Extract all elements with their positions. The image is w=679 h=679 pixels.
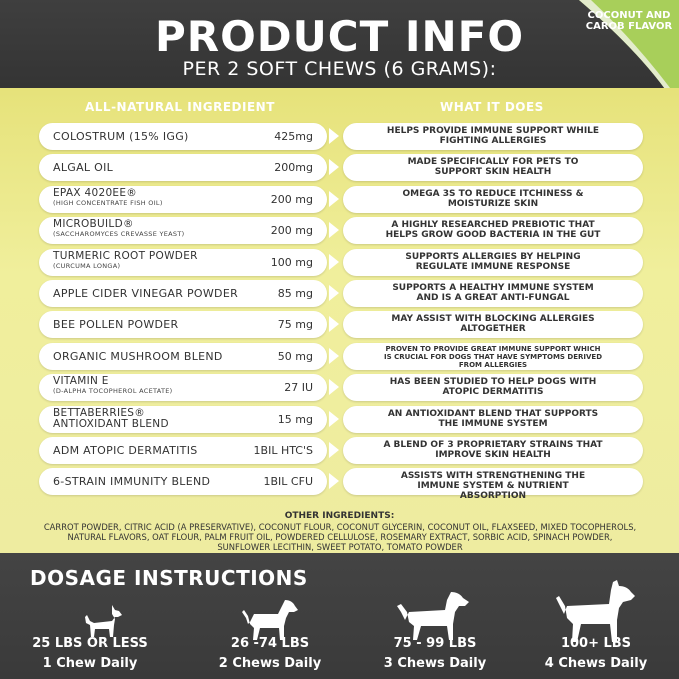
benefit-text: HELPS PROVIDE IMMUNE SUPPORT WHILE FIGHTING ALLERGIES bbox=[386, 126, 600, 146]
benefit-text: OMEGA 3S TO REDUCE ITCHINESS & MOISTURIZE SKIN bbox=[402, 189, 584, 209]
ingredient-name-text: VITAMIN E bbox=[53, 375, 109, 387]
ingredient-amount: 200mg bbox=[274, 161, 313, 174]
ingredient-name-text: BETTABERRIES® ANTIOXIDANT BLEND bbox=[53, 407, 169, 430]
ingredient-subtext: (HIGH CONCENTRATE FISH OIL) bbox=[53, 199, 163, 207]
ingredient-name-text: ADM ATOPIC DERMATITIS bbox=[53, 444, 198, 457]
flavor-badge-text: COCONUT AND CAROB FLAVOR bbox=[585, 10, 673, 32]
ingredient-row bbox=[0, 280, 679, 307]
ingredient-name bbox=[53, 475, 210, 488]
ingredient-name bbox=[53, 130, 189, 143]
xl-dog-icon bbox=[556, 580, 635, 642]
arrow-right-icon bbox=[329, 473, 339, 489]
arrow-right-icon bbox=[329, 411, 339, 427]
ingredient-row bbox=[0, 123, 679, 150]
benefit-text: ASSISTS WITH STRENGTHENING THE IMMUNE SYSTEM & NUTRIENT ABSORPTION bbox=[400, 471, 586, 501]
medium-dog-icon bbox=[242, 600, 298, 640]
ingredient-amount: 100 mg bbox=[270, 256, 313, 269]
benefit-pill bbox=[343, 186, 643, 213]
dosage-title: DOSAGE INSTRUCTIONS bbox=[30, 566, 308, 590]
large-dog-icon bbox=[397, 592, 469, 640]
arrow-right-icon bbox=[329, 379, 339, 395]
arrow-right-icon bbox=[329, 222, 339, 238]
benefit-pill bbox=[343, 154, 643, 181]
benefit-text: MADE SPECIFICALLY FOR PETS TO SUPPORT SKIN HEALTH bbox=[407, 157, 579, 177]
benefit-text: SUPPORTS A HEALTHY IMMUNE SYSTEM AND IS A GREAT ANTI-FUNGAL bbox=[392, 283, 594, 303]
ingredient-pill bbox=[39, 374, 327, 401]
arrow-right-icon bbox=[329, 159, 339, 175]
ingredient-name-text: MICROBUILD® bbox=[53, 218, 134, 230]
dose-chews-1: 1 Chew Daily bbox=[42, 656, 138, 671]
benefit-text: MAY ASSIST WITH BLOCKING ALLERGIES ALTOGETHER bbox=[391, 314, 595, 334]
ingredient-row bbox=[0, 154, 679, 181]
dose-weight-2: 26 -74 LBS bbox=[230, 636, 310, 651]
benefit-pill bbox=[343, 280, 643, 307]
benefit-pill bbox=[343, 468, 643, 501]
benefit-text: A HIGHLY RESEARCHED PREBIOTIC THAT HELPS GROW GOOD BACTERIA IN THE GUT bbox=[385, 220, 601, 240]
ingredient-row bbox=[0, 186, 679, 213]
dose-chews-3: 3 Chews Daily bbox=[383, 656, 487, 671]
benefit-pill bbox=[343, 406, 643, 433]
ingredient-name bbox=[53, 318, 179, 331]
benefit-text: AN ANTIOXIDANT BLEND THAT SUPPORTS THE IMMUNE SYSTEM bbox=[387, 409, 599, 429]
ingredient-name bbox=[53, 219, 184, 238]
dose-chews-2: 2 Chews Daily bbox=[218, 656, 322, 671]
ingredient-amount: 50 mg bbox=[277, 350, 313, 363]
ingredient-name bbox=[53, 287, 238, 300]
ingredient-pill bbox=[39, 154, 327, 181]
ingredient-row bbox=[0, 374, 679, 401]
ingredient-amount: 85 mg bbox=[277, 287, 313, 300]
ingredient-subtext: (D-ALPHA TOCOPHEROL ACETATE) bbox=[53, 387, 173, 395]
ingredient-amount: 1BIL HTC'S bbox=[253, 444, 313, 457]
dose-weight-4: 100+ LBS bbox=[560, 636, 632, 651]
arrow-right-icon bbox=[329, 442, 339, 458]
ingredient-amount: 1BIL CFU bbox=[263, 475, 313, 488]
ingredient-pill bbox=[39, 186, 327, 213]
small-dog-icon bbox=[82, 603, 126, 639]
ingredient-pill bbox=[39, 468, 327, 495]
ingredient-name bbox=[53, 444, 198, 457]
ingredient-amount: 200 mg bbox=[270, 193, 313, 206]
ingredient-name-text: EPAX 4020EE® bbox=[53, 187, 138, 199]
ingredient-row bbox=[0, 406, 679, 433]
ingredient-amount: 27 IU bbox=[284, 381, 313, 394]
ingredient-row bbox=[0, 437, 679, 464]
other-ingredients-text: CARROT POWDER, CITRIC ACID (A PRESERVATIVE), COCONUT FLOUR, COCONUT GLYCERIN, COCONUT OIL, FLAXSEED, MIXED TOCOPHEROLS, NATURAL FLAVORS, OAT FLOUR, PALM FRUIT OIL, POWDERED CELLULOSE, ROSEMARY EXTRACT, SORBIC ACID, SPINACH POWDER, SUNFLOWER LECITHIN, SWEET POTATO, TOMATO POWDER bbox=[43, 522, 637, 552]
ingredient-row bbox=[0, 343, 679, 370]
ingredient-amount: 15 mg bbox=[277, 413, 313, 426]
benefit-pill bbox=[343, 343, 643, 370]
ingredient-name-text: TURMERIC ROOT POWDER bbox=[53, 250, 198, 262]
benefit-pill bbox=[343, 437, 643, 464]
ingredient-name-text: APPLE CIDER VINEGAR POWDER bbox=[53, 287, 239, 300]
ingredient-name-text: COLOSTRUM (15% IGG) bbox=[53, 130, 189, 143]
ingredient-pill bbox=[39, 311, 327, 338]
arrow-right-icon bbox=[329, 254, 339, 270]
benefit-text: HAS BEEN STUDIED TO HELP DOGS WITH ATOPIC DERMATITIS bbox=[389, 377, 597, 397]
ingredient-name-text: 6-STRAIN IMMUNITY BLEND bbox=[53, 475, 211, 488]
ingredient-row bbox=[0, 468, 679, 501]
ingredient-pill bbox=[39, 217, 327, 244]
benefit-pill bbox=[343, 249, 643, 276]
benefit-text: PROVEN TO PROVIDE GREAT IMMUNE SUPPORT WHICH IS CRUCIAL FOR DOGS THAT HAVE SYMPTOMS DERIVED FROM ALLERGIES bbox=[383, 345, 603, 369]
ingredient-pill bbox=[39, 437, 327, 464]
benefit-pill bbox=[343, 217, 643, 244]
ingredient-pill bbox=[39, 280, 327, 307]
benefit-pill bbox=[343, 311, 643, 338]
ingredient-subtext: (CURCUMA LONGA) bbox=[53, 262, 121, 270]
ingredient-name bbox=[53, 251, 198, 270]
benefit-pill bbox=[343, 123, 643, 150]
ingredient-name-text: ALGAL OIL bbox=[53, 161, 114, 174]
ingredient-name-text: ORGANIC MUSHROOM BLEND bbox=[53, 350, 223, 363]
ingredient-name bbox=[53, 350, 223, 363]
arrow-right-icon bbox=[329, 348, 339, 364]
dose-weight-3: 75 - 99 LBS bbox=[393, 636, 477, 651]
ingredient-row bbox=[0, 217, 679, 244]
ingredient-subtext: (SACCHAROMYCES CREVASSE YEAST) bbox=[53, 230, 185, 238]
other-ingredients-heading: OTHER INGREDIENTS: bbox=[284, 511, 395, 521]
ingredient-pill bbox=[39, 343, 327, 370]
page-title: PRODUCT INFO bbox=[154, 12, 525, 61]
ingredient-pill bbox=[39, 123, 327, 150]
dose-chews-4: 4 Chews Daily bbox=[544, 656, 648, 671]
benefit-column-header: WHAT IT DOES bbox=[440, 100, 544, 114]
ingredient-pill bbox=[39, 249, 327, 276]
ingredient-name bbox=[53, 376, 173, 395]
ingredient-name bbox=[53, 188, 163, 207]
ingredient-column-header: ALL-NATURAL INGREDIENT bbox=[85, 100, 275, 114]
benefit-text: A BLEND OF 3 PROPRIETARY STRAINS THAT IMPROVE SKIN HEALTH bbox=[383, 440, 603, 460]
arrow-right-icon bbox=[329, 191, 339, 207]
benefit-pill bbox=[343, 374, 643, 401]
page-subtitle: PER 2 SOFT CHEWS (6 GRAMS): bbox=[182, 58, 497, 80]
ingredient-name bbox=[53, 161, 113, 174]
arrow-right-icon bbox=[329, 316, 339, 332]
ingredient-row bbox=[0, 311, 679, 338]
ingredient-amount: 200 mg bbox=[270, 224, 313, 237]
arrow-right-icon bbox=[329, 285, 339, 301]
ingredient-pill bbox=[39, 406, 327, 433]
dose-weight-1: 25 LBS OR LESS bbox=[32, 636, 148, 651]
arrow-right-icon bbox=[329, 128, 339, 144]
ingredient-name-text: BEE POLLEN POWDER bbox=[53, 318, 179, 331]
ingredient-name bbox=[53, 408, 173, 430]
benefit-text: SUPPORTS ALLERGIES BY HELPING REGULATE IMMUNE RESPONSE bbox=[405, 252, 581, 272]
ingredient-amount: 75 mg bbox=[277, 318, 313, 331]
ingredient-row bbox=[0, 249, 679, 276]
ingredient-amount: 425mg bbox=[274, 130, 313, 143]
